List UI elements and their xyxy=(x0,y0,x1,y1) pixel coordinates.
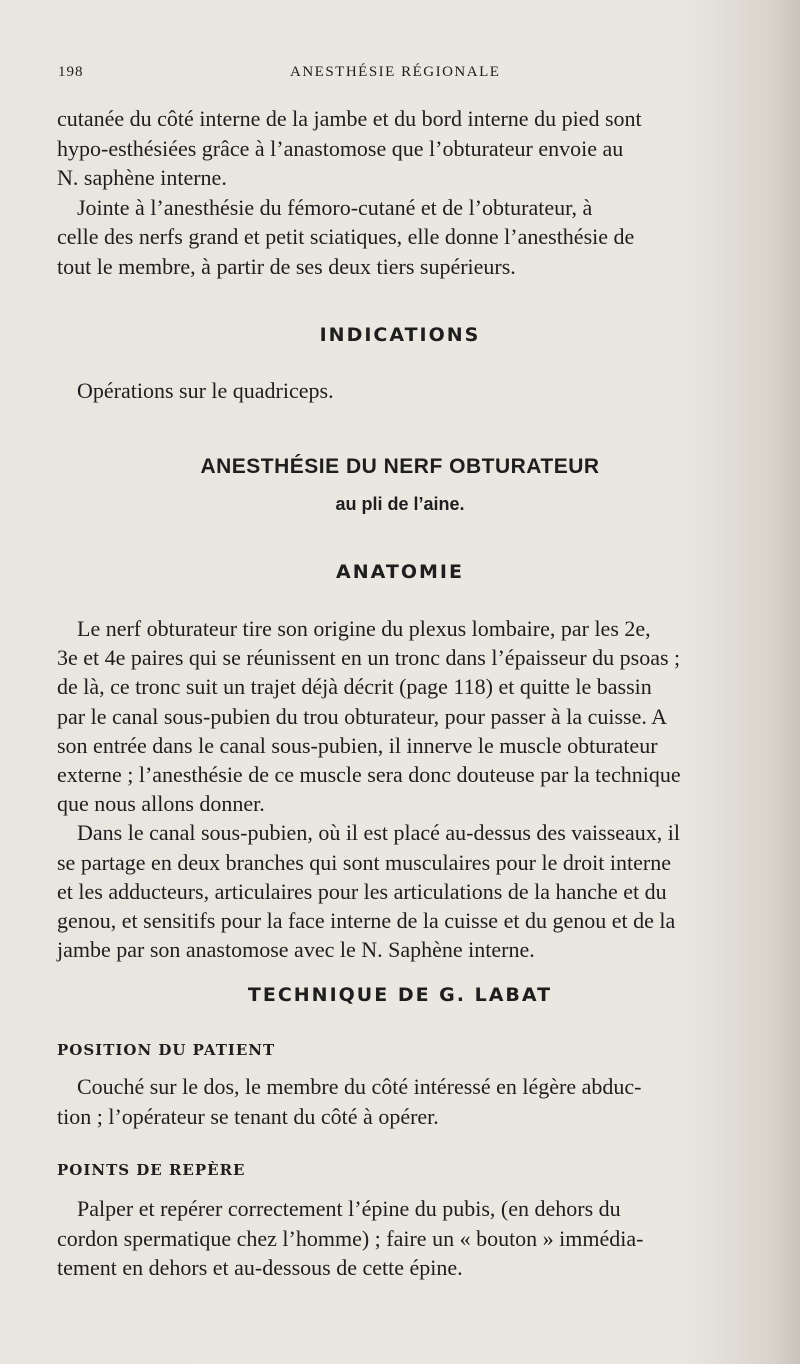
text-line: tion ; l’opérateur se tenant du côté à opérer. xyxy=(57,1104,439,1129)
position-heading: POSITION DU PATIENT xyxy=(57,1041,276,1059)
technique-heading: TECHNIQUE DE G. LABAT xyxy=(247,984,553,1006)
text-line: celle des nerfs grand et petit sciatiques, elle donne l’anesthésie de xyxy=(57,224,635,249)
text-line: Le nerf obturateur tire son origine du plexus lombaire, par les 2e, xyxy=(77,616,651,641)
text-line: que nous allons donner. xyxy=(57,791,265,817)
text-line: N. saphène interne. xyxy=(57,165,227,190)
section-title: ANESTHÉSIE DU NERF OBTURATEUR xyxy=(200,455,600,478)
reperes-heading: POINTS DE REPÈRE xyxy=(57,1161,246,1179)
text-line: hypo-esthésiées grâce à l’anastomose que l’obturateur envoie au xyxy=(57,135,624,161)
text-line: cordon spermatique chez l’homme) ; faire un « bouton » immédia- xyxy=(57,1225,644,1251)
intro-paragraph xyxy=(57,104,769,281)
text-line: Palper et repérer correctement l’épine du pubis, (en dehors du xyxy=(77,1196,621,1221)
anatomie-heading: ANATOMIE xyxy=(336,561,464,583)
reperes-paragraph xyxy=(57,1194,769,1283)
text-line: cutanée du côté interne de la jambe et du bord interne du pied sont xyxy=(57,106,642,131)
position-paragraph xyxy=(57,1072,769,1132)
text-line: Couché sur le dos, le membre du côté intéressé en légère abduc- xyxy=(77,1074,642,1099)
text-line: Jointe à l’anesthésie du fémoro-cutané et de l’obturateur, à xyxy=(77,194,593,220)
text-line: et les adducteurs, articulaires pour les articulations de la hanche et du xyxy=(57,878,667,904)
text-line: jambe par son anastomose avec le N. Saphène interne. xyxy=(57,937,535,963)
anatomie-paragraph xyxy=(57,614,769,964)
indications-text: Opérations sur le quadriceps. xyxy=(77,378,334,403)
text-line: son entrée dans le canal sous-pubien, il innerve le muscle obturateur xyxy=(57,732,658,758)
text-line: tement en dehors et au-dessous de cette épine. xyxy=(57,1255,463,1280)
running-title: ANESTHÉSIE RÉGIONALE xyxy=(290,64,501,80)
text-line: 3e et 4e paires qui se réunissent en un tronc dans l’épaisseur du psoas ; xyxy=(57,645,681,671)
section-subtitle: au pli de l’aine. xyxy=(335,494,465,514)
page-number: 198 xyxy=(58,64,84,80)
text-line: genou, et sensitifs pour la face interne de la cuisse et du genou et de la xyxy=(57,908,676,934)
text-line: par le canal sous-pubien du trou obturateur, pour passer à la cuisse. A xyxy=(57,703,668,729)
text-line: de là, ce tronc suit un trajet déjà décrit (page 118) et quitte le bassin xyxy=(57,674,652,700)
text-line: Dans le canal sous-pubien, où il est placé au-dessus des vaisseaux, il xyxy=(77,820,681,846)
text-line: se partage en deux branches qui sont musculaires pour le droit interne xyxy=(57,849,671,875)
text-line: externe ; l’anesthésie de ce muscle sera donc douteuse par la technique xyxy=(57,762,681,788)
indications-heading: INDICATIONS xyxy=(319,324,481,346)
text-line: tout le membre, à partir de ses deux tiers supérieurs. xyxy=(57,253,516,279)
